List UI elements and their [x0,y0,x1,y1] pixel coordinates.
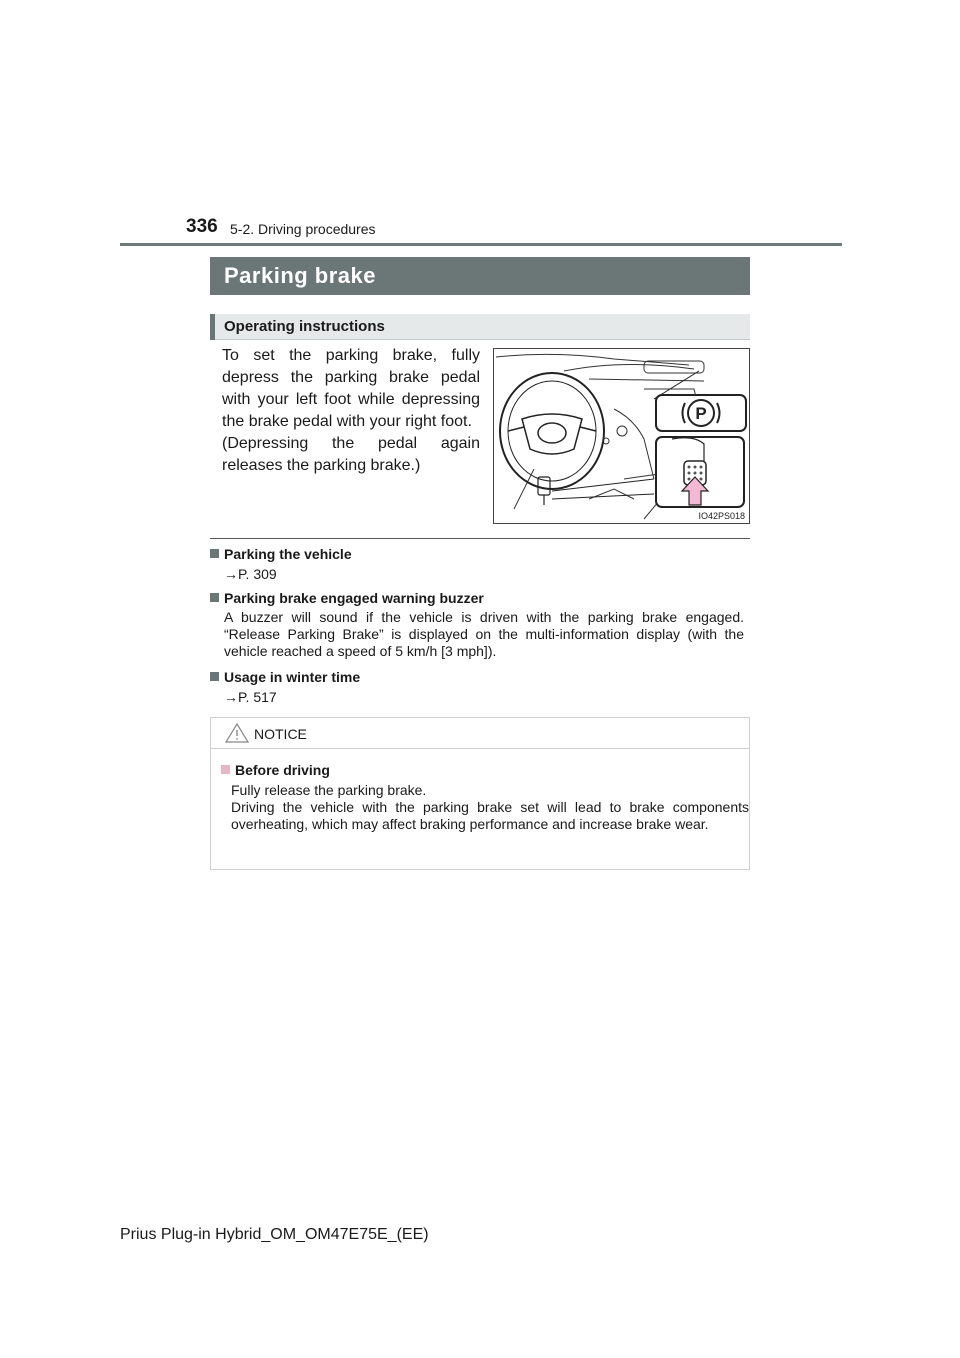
illustration-code: IO42PS018 [698,511,745,521]
subheader [210,314,750,340]
footer-doc-id: Prius Plug-in Hybrid_OM_OM47E75E_(EE) [120,1226,429,1243]
square-bullet-icon [210,593,219,602]
notice-content [221,762,749,833]
title-banner [210,257,750,295]
parking-brake-pedal-icon [656,437,744,507]
parking-brake-illustration [493,348,750,524]
page-number: 336 [186,216,218,237]
note-heading: Parking the vehicle [224,546,352,562]
notice-line-1: Fully release the parking brake. [231,782,427,798]
instructions-paragraph-1: To set the parking brake, fully depress the parking brake pedal with your left foot while depressing the brake pedal with your right foot. [222,347,480,430]
square-bullet-icon [210,549,219,558]
header-rule [120,243,842,246]
note-warning-buzzer [210,590,744,660]
page-title: Parking brake [224,263,377,288]
square-bullet-icon [210,672,219,681]
subheader-title: Operating instructions [224,318,385,335]
notice-heading: Before driving [235,762,330,778]
notice-body [221,782,749,833]
note-body: →P. 309 [224,566,277,582]
square-bullet-icon [221,765,230,774]
notice-box [210,717,750,870]
section-label: 5-2. Driving procedures [230,221,376,237]
instructions-text [222,345,480,477]
note-heading: Usage in winter time [224,669,361,685]
note-winter-time [210,669,744,706]
notice-line-2: Driving the vehicle with the parking brake set will lead to brake components overheating, which may affect braking performance and increase brake wear. [231,799,749,832]
dashboard-drawing [494,349,749,523]
note-body: →P. 517 [224,689,277,705]
subheader-bar [210,314,215,340]
note-body: A buzzer will sound if the vehicle is driven with the parking brake engaged. “Release Parking Brake” is displayed on the multi-information display (with the vehicle reached a speed of 5 km/h [3 mph]). [224,609,744,659]
section-rule [210,538,750,539]
warning-triangle-icon [225,723,249,743]
svg-text:P: P [695,404,707,423]
note-heading: Parking brake engaged warning buzzer [224,590,484,606]
parking-brake-indicator-icon [656,395,746,431]
notice-label: NOTICE [254,726,307,742]
notice-header [211,718,749,749]
note-parking-vehicle [210,546,744,583]
instructions-paragraph-2: (Depressing the pedal again releases the parking brake.) [222,435,480,474]
steering-wheel-icon [500,373,604,489]
